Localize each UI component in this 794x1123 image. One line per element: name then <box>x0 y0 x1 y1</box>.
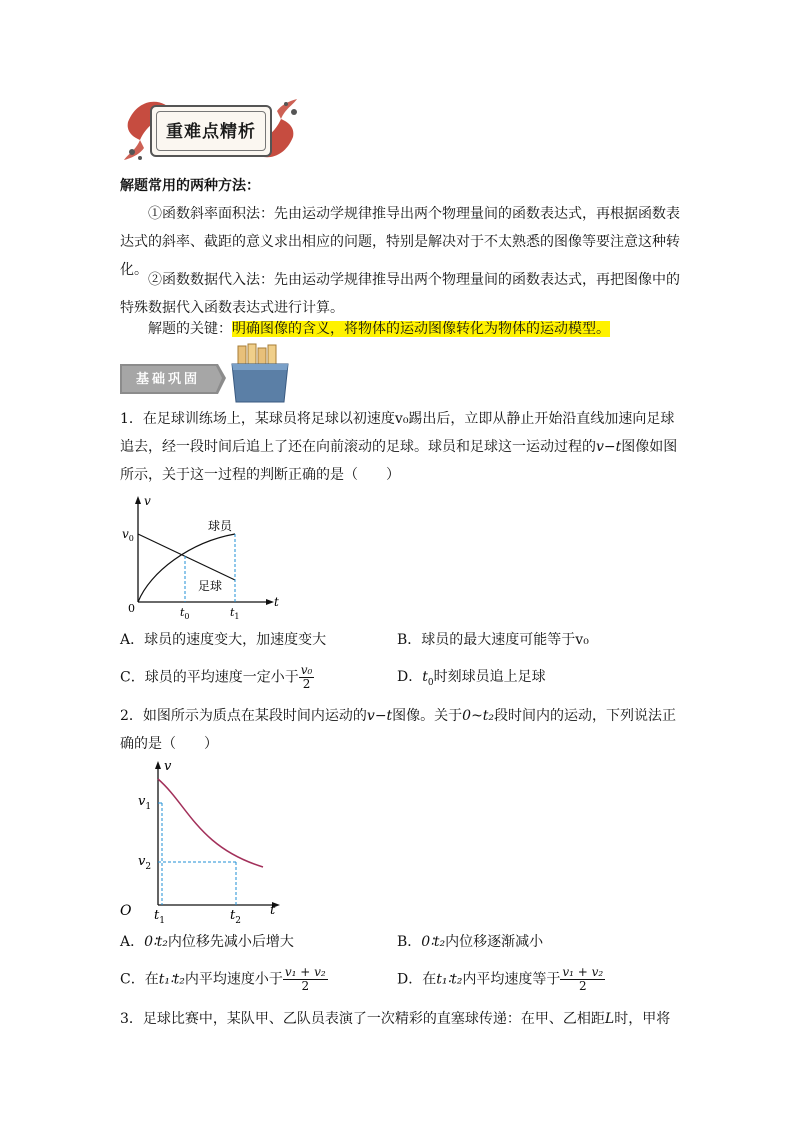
q2-option-d-prefix: D．在 <box>397 971 437 988</box>
key-label: 解题的关键： <box>148 321 232 337</box>
q1-stem-text-b: 图像如图所示，关于这一过程的判断正确的是（ ） <box>120 439 678 483</box>
q1-option-b[interactable]: B．球员的最大速度可能等于v₀ <box>397 632 589 648</box>
q2-graph-overlay <box>118 757 288 926</box>
q3-L-symbol: L <box>604 1011 615 1027</box>
q2-option-d-text: 内平均速度等于 <box>462 971 561 988</box>
q1-v0-label: $v_0$ <box>122 527 134 543</box>
key-highlighted-text: 明确图像的含义，将物体的运动图像转化为物体的运动模型。 <box>232 321 610 337</box>
section-banner <box>118 92 303 167</box>
q1-option-c-text: C．球员的平均速度一定小于 <box>120 669 299 686</box>
q3-stem-text-a: 3．足球比赛中，某队甲、乙队员表演了一次精彩的直塞球传递：在甲、乙相距 <box>120 1011 605 1027</box>
q2-option-c-fraction: $\frac{\text{v₁ + v₂}}{2}$ <box>284 965 326 993</box>
q1-t1-label: $t_1$ <box>230 606 240 621</box>
q1-origin-label: 0 <box>128 602 135 615</box>
q2-option-c[interactable] <box>120 966 328 993</box>
q2-v1-label: $v_1$ <box>138 794 152 812</box>
q1-option-d-text: 时刻球员追上足球 <box>433 669 546 685</box>
q2-x-label: t <box>270 903 276 918</box>
q2-option-c-text: 内平均速度小于 <box>184 971 283 988</box>
q2-stem <box>120 702 685 758</box>
q1-ball-label: 足球 <box>198 579 223 593</box>
q2-option-c-prefix: C．在 <box>120 971 159 988</box>
section-banner-title: 重难点精析 <box>166 122 256 142</box>
q1-option-d-t: t <box>422 669 428 685</box>
basics-banner <box>118 342 298 402</box>
q1-vt-symbol: v−t <box>596 439 622 455</box>
q1-y-arrow-icon <box>135 496 141 504</box>
methods-heading: 解题常用的两种方法： <box>120 178 260 194</box>
q2-t2-label: $t_2$ <box>230 908 241 926</box>
q2-option-a-range: 0∶t₂ <box>144 934 168 950</box>
q2-option-b-text: 内位移逐渐减小 <box>445 934 544 950</box>
q3-stem <box>120 1005 690 1033</box>
section-banner-frame <box>150 105 272 157</box>
q2-option-b-prefix: B． <box>397 934 422 950</box>
basics-banner-title: 基础巩固 <box>136 372 201 387</box>
q2-origin-label: O <box>120 903 132 919</box>
q2-option-c-range: t₁∶t₂ <box>158 971 185 988</box>
q1-option-d[interactable] <box>397 667 546 693</box>
q2-option-a-text: 内位移先减小后增大 <box>167 934 294 950</box>
q1-option-d-prefix: D． <box>397 669 423 685</box>
q1-x-label: t <box>274 595 279 609</box>
q2-stem-text-c: 段时间内的运动，下列说法正确的是（ ） <box>120 708 677 752</box>
q2-option-a[interactable] <box>120 932 294 952</box>
method-2-paragraph: ②函数数据代入法：先由运动学规律推导出两个物理量间的函数表达式，再把图像中的特殊数据代入函数表达式进行计算。 <box>120 272 680 316</box>
q1-x-arrow-icon <box>266 599 274 605</box>
method-1-paragraph: ①函数斜率面积法：先由运动学规律推导出两个物理量间的函数表达式，再根据函数表达式的斜率、截距的意义求出相应的问题，特别是解决对于不太熟悉的图像等要注意这种转化。 <box>120 206 680 278</box>
q1-t0-label: $t_0$ <box>180 606 190 621</box>
q1-option-a[interactable]: A．球员的速度变大，加速度变大 <box>120 632 327 648</box>
q2-option-d[interactable] <box>397 966 605 993</box>
q1-stem-text-a: 1．在足球训练场上，某球员将足球以初速度v₀踢出后，立即从静止开始沿直线加速向足球追去，经一段时间后追上了还在向前滚动的足球。球员和足球这一运动过程的 <box>120 411 675 455</box>
q2-option-d-range: t₁∶t₂ <box>436 971 463 988</box>
q2-v2-label: $v_2$ <box>138 854 152 872</box>
q2-option-b[interactable] <box>397 932 543 952</box>
q2-y-label: v <box>164 759 172 774</box>
q1-stem <box>120 405 685 489</box>
q2-t1-label: $t_1$ <box>154 908 165 926</box>
q2-stem-text-a: 2．如图所示为质点在某段时间内运动的 <box>120 708 367 724</box>
key-paragraph <box>120 315 700 343</box>
q3-stem-text-b: 时，甲将 <box>614 1011 671 1027</box>
q1-ball-line <box>138 534 235 580</box>
q1-y-label: v <box>144 494 151 508</box>
q1-option-c[interactable] <box>120 664 314 691</box>
scroll-bucket-icon <box>228 342 298 404</box>
q1-player-label: 球员 <box>208 519 233 533</box>
q2-range: 0~t₂ <box>462 708 495 724</box>
q2-option-d-fraction: $\frac{\text{v₁ + v₂}}{2}$ <box>562 965 604 993</box>
q1-option-d-sub: 0 <box>427 677 434 688</box>
q1-option-c-fraction: $\frac{\text{v₀}}{2}$ <box>300 663 313 691</box>
q2-stem-text-b: 图像。关于 <box>392 708 463 724</box>
q2-option-b-range: 0∶t₂ <box>421 934 446 950</box>
q1-vt-graph <box>120 492 280 621</box>
q2-vt-symbol: v−t <box>366 708 393 724</box>
q2-option-a-prefix: A． <box>120 934 145 950</box>
